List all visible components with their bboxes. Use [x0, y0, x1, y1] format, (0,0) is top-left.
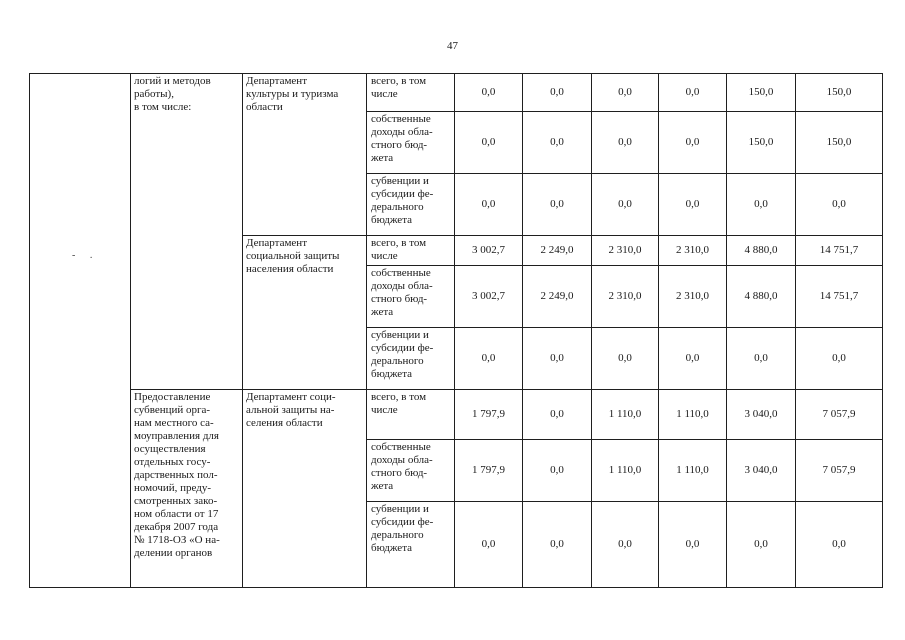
budget-table [29, 73, 883, 588]
value-cell: 2 249,0 [523, 236, 592, 266]
value-cell: 1 110,0 [659, 440, 727, 502]
value-cell: 0,0 [455, 502, 523, 588]
table-row [30, 390, 883, 440]
blank-number-cell [30, 74, 131, 588]
value-cell: 2 310,0 [592, 236, 659, 266]
value-cell: 2 310,0 [659, 236, 727, 266]
value-cell: 0,0 [796, 328, 883, 390]
executor-cell: Департамент социальной защиты населения области [243, 236, 367, 390]
value-cell: 4 880,0 [727, 236, 796, 266]
value-cell: 7 057,9 [796, 440, 883, 502]
value-cell: 0,0 [592, 502, 659, 588]
value-cell: 3 040,0 [727, 390, 796, 440]
value-cell: 150,0 [727, 74, 796, 112]
value-cell: 150,0 [796, 112, 883, 174]
program-cell: Предоставление субвенций орга- нам местного са- моуправления для осуществления отдельных госу- дарственных пол- номочий, преду- смотренных зако- ном области от 17 декабря 2007 года № 1718-ОЗ «О на- делении органов [131, 390, 243, 588]
value-cell: 0,0 [796, 502, 883, 588]
value-cell: 0,0 [659, 174, 727, 236]
value-cell: 1 797,9 [455, 440, 523, 502]
value-cell: 0,0 [592, 174, 659, 236]
value-cell: 0,0 [659, 328, 727, 390]
value-cell: 2 249,0 [523, 266, 592, 328]
source-cell: субвенции и субсидии фе- дерального бюджета [367, 174, 455, 236]
source-cell: субвенции и субсидии фе- дерального бюджета [367, 328, 455, 390]
value-cell: 0,0 [659, 502, 727, 588]
value-cell: 1 110,0 [592, 390, 659, 440]
program-cell: логий и методов работы), в том числе: [131, 74, 243, 390]
value-cell: 0,0 [455, 74, 523, 112]
value-cell: 3 002,7 [455, 236, 523, 266]
value-cell: 14 751,7 [796, 236, 883, 266]
value-cell: 2 310,0 [659, 266, 727, 328]
page-number: 47 [447, 40, 458, 52]
source-cell: всего, в том числе [367, 74, 455, 112]
value-cell: 0,0 [455, 174, 523, 236]
value-cell: 0,0 [523, 174, 592, 236]
value-cell: 0,0 [523, 328, 592, 390]
value-cell: 7 057,9 [796, 390, 883, 440]
source-cell: всего, в том числе [367, 390, 455, 440]
value-cell: 4 880,0 [727, 266, 796, 328]
value-cell: 0,0 [523, 390, 592, 440]
source-cell: субвенции и субсидии фе- дерального бюджета [367, 502, 455, 588]
source-cell: собственные доходы обла- стного бюд- жета [367, 440, 455, 502]
value-cell: 0,0 [796, 174, 883, 236]
table-row [30, 74, 883, 112]
value-cell: 0,0 [455, 112, 523, 174]
value-cell: 0,0 [592, 74, 659, 112]
value-cell: 150,0 [796, 74, 883, 112]
value-cell: 3 040,0 [727, 440, 796, 502]
value-cell: 14 751,7 [796, 266, 883, 328]
source-cell: собственные доходы обла- стного бюд- жета [367, 112, 455, 174]
value-cell: 0,0 [592, 328, 659, 390]
executor-cell: Департамент соци- альной защиты на- селения области [243, 390, 367, 588]
value-cell: 150,0 [727, 112, 796, 174]
value-cell: 0,0 [659, 74, 727, 112]
value-cell: 0,0 [523, 112, 592, 174]
value-cell: 2 310,0 [592, 266, 659, 328]
scan-mark: - . [72, 250, 99, 261]
source-cell: собственные доходы обла- стного бюд- жета [367, 266, 455, 328]
value-cell: 1 797,9 [455, 390, 523, 440]
value-cell: 3 002,7 [455, 266, 523, 328]
value-cell: 0,0 [523, 502, 592, 588]
value-cell: 1 110,0 [592, 440, 659, 502]
value-cell: 0,0 [727, 502, 796, 588]
value-cell: 0,0 [523, 74, 592, 112]
value-cell: 0,0 [455, 328, 523, 390]
executor-cell: Департамент культуры и туризма области [243, 74, 367, 236]
value-cell: 0,0 [592, 112, 659, 174]
value-cell: 0,0 [659, 112, 727, 174]
value-cell: 0,0 [523, 440, 592, 502]
value-cell: 0,0 [727, 174, 796, 236]
source-cell: всего, в том числе [367, 236, 455, 266]
value-cell: 1 110,0 [659, 390, 727, 440]
value-cell: 0,0 [727, 328, 796, 390]
